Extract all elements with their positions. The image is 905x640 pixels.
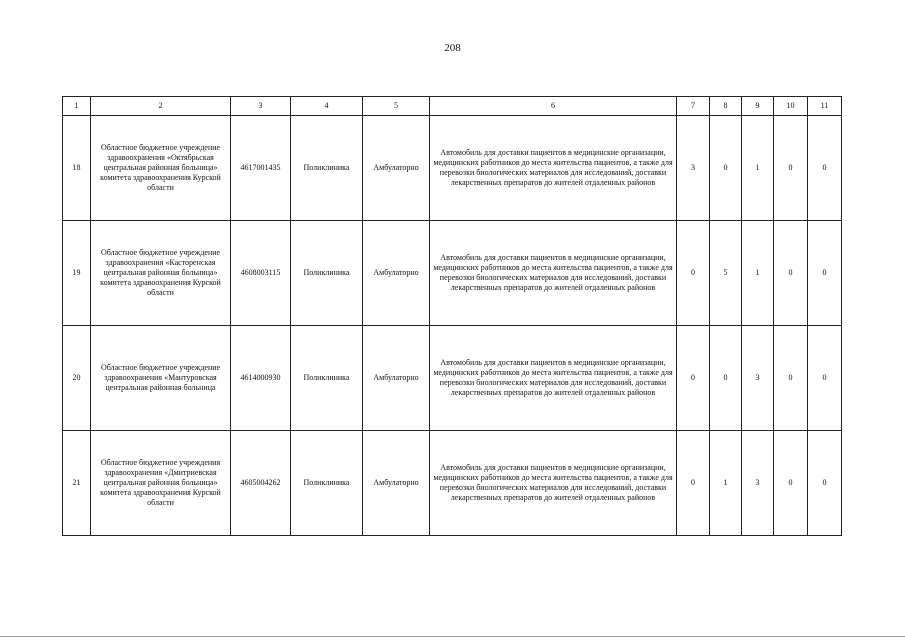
institution-name: Областное бюджетное учреждения здравоохранения «Дмитриевская центральная районная больница» комитета здравоохранения Курской области [91, 431, 231, 536]
table-row [63, 326, 842, 431]
facility-type-cell: Поликлиника [291, 221, 363, 326]
column-header: 5 [363, 97, 430, 116]
vehicle-allocation-table [62, 96, 842, 536]
facility-type-cell: Поликлиника [291, 116, 363, 221]
inn-cell: 4608003115 [231, 221, 291, 326]
count-cell-9: 1 [742, 116, 774, 221]
count-cell-11: 0 [808, 431, 842, 536]
vehicle-purpose-cell: Автомобиль для доставки пациентов в медицинские организации, медицинских работников до места жительства пациентов, а также для перевозки биологических материалов для исследований, доставки лекарственных препаратов до жителей отдаленных районов [430, 221, 677, 326]
row-number: 18 [63, 116, 91, 221]
column-header: 11 [808, 97, 842, 116]
page-edge-line [0, 636, 905, 637]
count-cell-9: 3 [742, 326, 774, 431]
count-cell-9: 1 [742, 221, 774, 326]
count-cell-11: 0 [808, 326, 842, 431]
count-cell-11: 0 [808, 221, 842, 326]
institution-name: Областное бюджетное учреждение здравоохранения «Касторенская центральная районная больница» комитета здравоохранения Курской области [91, 221, 231, 326]
vehicle-purpose-cell: Автомобиль для доставки пациентов в медицинские организации, медицинских работников до места жительства пациентов, а также для перевозки биологических материалов для исследований, доставки лекарственных препаратов до жителей отдаленных районов [430, 431, 677, 536]
count-cell-11: 0 [808, 116, 842, 221]
count-cell-7: 0 [677, 221, 710, 326]
row-number: 20 [63, 326, 91, 431]
column-header: 3 [231, 97, 291, 116]
count-cell-8: 0 [710, 326, 742, 431]
count-cell-8: 0 [710, 116, 742, 221]
vehicle-purpose-cell: Автомобиль для доставки пациентов в медицинские организации, медицинских работников до места жительства пациентов, а также для перевозки биологических материалов для исследований, доставки лекарственных препаратов до жителей отдаленных районов [430, 326, 677, 431]
vehicle-purpose-cell: Автомобиль для доставки пациентов в медицинские организации, медицинских работников до места жительства пациентов, а также для перевозки биологических материалов для исследований, доставки лекарственных препаратов до жителей отдаленных районов [430, 116, 677, 221]
count-cell-10: 0 [774, 116, 808, 221]
facility-type-cell: Поликлиника [291, 326, 363, 431]
count-cell-10: 0 [774, 326, 808, 431]
care-form-cell: Амбулаторно [363, 326, 430, 431]
count-cell-9: 3 [742, 431, 774, 536]
care-form-cell: Амбулаторно [363, 221, 430, 326]
inn-cell: 4617001435 [231, 116, 291, 221]
count-cell-10: 0 [774, 431, 808, 536]
inn-cell: 4614000930 [231, 326, 291, 431]
count-cell-10: 0 [774, 221, 808, 326]
care-form-cell: Амбулаторно [363, 431, 430, 536]
row-number: 19 [63, 221, 91, 326]
count-cell-7: 0 [677, 431, 710, 536]
table-row [63, 116, 842, 221]
count-cell-8: 5 [710, 221, 742, 326]
column-header: 1 [63, 97, 91, 116]
column-header: 2 [91, 97, 231, 116]
column-header: 10 [774, 97, 808, 116]
table-row [63, 221, 842, 326]
institution-name: Областное бюджетное учреждение здравоохранения «Мантуровская центральная районная больница [91, 326, 231, 431]
count-cell-7: 0 [677, 326, 710, 431]
column-header: 8 [710, 97, 742, 116]
count-cell-8: 1 [710, 431, 742, 536]
institution-name: Областное бюджетное учреждение здравоохранения «Октябрьская центральная районная больница» комитета здравоохранения Курской области [91, 116, 231, 221]
facility-type-cell: Поликлиника [291, 431, 363, 536]
table-row [63, 431, 842, 536]
page-number: 208 [444, 42, 461, 54]
column-header: 7 [677, 97, 710, 116]
column-header: 6 [430, 97, 677, 116]
care-form-cell: Амбулаторно [363, 116, 430, 221]
header-row [63, 97, 842, 116]
column-header: 4 [291, 97, 363, 116]
column-header: 9 [742, 97, 774, 116]
row-number: 21 [63, 431, 91, 536]
count-cell-7: 3 [677, 116, 710, 221]
inn-cell: 4605004262 [231, 431, 291, 536]
